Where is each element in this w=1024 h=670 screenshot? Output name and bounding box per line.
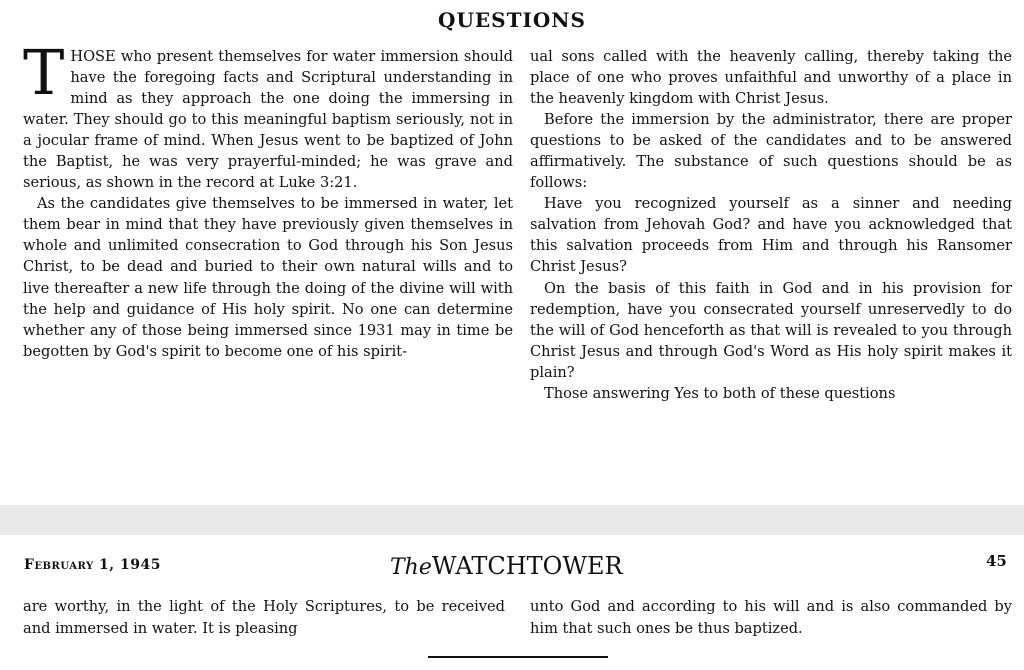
- bottom-left-text: are worthy, in the light of the Holy Scriptures, to be received and immersed in water. It is pleasing: [23, 598, 505, 637]
- paragraph-5: On the basis of this faith in God and in his provision for redemption, have you consecrated yourself unreservedly to do the will of God henceforth as that will is revealed to you through Christ Jesus and through God's Word as His holy spirit makes it plain?: [530, 279, 1012, 381]
- paragraph-1-text: HOSE who present themselves for water immersion should have the foregoing facts and Scriptural understanding in mind as they approach the one doing the immersing in water. They should go to this meaningful baptism seriously, not in a jocular frame of mind. When Jesus went to be baptized of John the Baptist, he was very prayerful-minded; he was grave and serious, as shown in the record at Luke 3:21.: [23, 48, 513, 192]
- paragraph-6: Those answering Yes to both of these questions: [544, 384, 896, 402]
- bottom-right-text: unto God and according to his will and is also commanded by him that such ones be thus baptized.: [530, 598, 1012, 637]
- paragraph-1: [23, 36, 513, 193]
- paragraph-continued: ual sons called with the heavenly calling, thereby taking the place of one who proves unfaithful and unworthy of a place in the heavenly kingdom with Christ Jesus.: [530, 48, 1012, 108]
- bottom-left-column: [23, 596, 505, 639]
- masthead-the: The: [390, 555, 432, 580]
- masthead-title: WATCHTOWER: [431, 552, 623, 580]
- masthead: [390, 552, 623, 580]
- paragraph-4: Have you recognized yourself as a sinner and needing salvation from Jehovah God? and have you acknowledged that this salvation proceeds from Him and through his Ransomer Christ Jesus?: [530, 195, 1012, 276]
- page-number: 45: [986, 552, 1007, 570]
- article-heading: QUESTIONS: [438, 8, 586, 32]
- left-column: [23, 36, 513, 362]
- page-separator: [0, 505, 1024, 535]
- right-column: [530, 46, 1012, 404]
- end-rule: [428, 656, 608, 658]
- issue-date: February 1, 1945: [24, 557, 161, 573]
- bottom-right-column: [530, 596, 1012, 639]
- drop-cap: T: [23, 36, 65, 109]
- paragraph-3: Before the immersion by the administrator, there are proper questions to be asked of the candidates and to be answered affirmatively. The substance of such questions should be as follows:: [530, 111, 1012, 192]
- paragraph-2: As the candidates give themselves to be immersed in water, let them bear in mind that they have previously given themselves in whole and unlimited consecration to God through his Son Jesus Christ, to be dead and buried to their own natural wills and to live thereafter a new life through the doing of the divine will with the help and guidance of His holy spirit. No one can determine whether any of those being immersed since 1931 may in time be begotten by God's spirit to become one of his spirit-: [23, 195, 513, 360]
